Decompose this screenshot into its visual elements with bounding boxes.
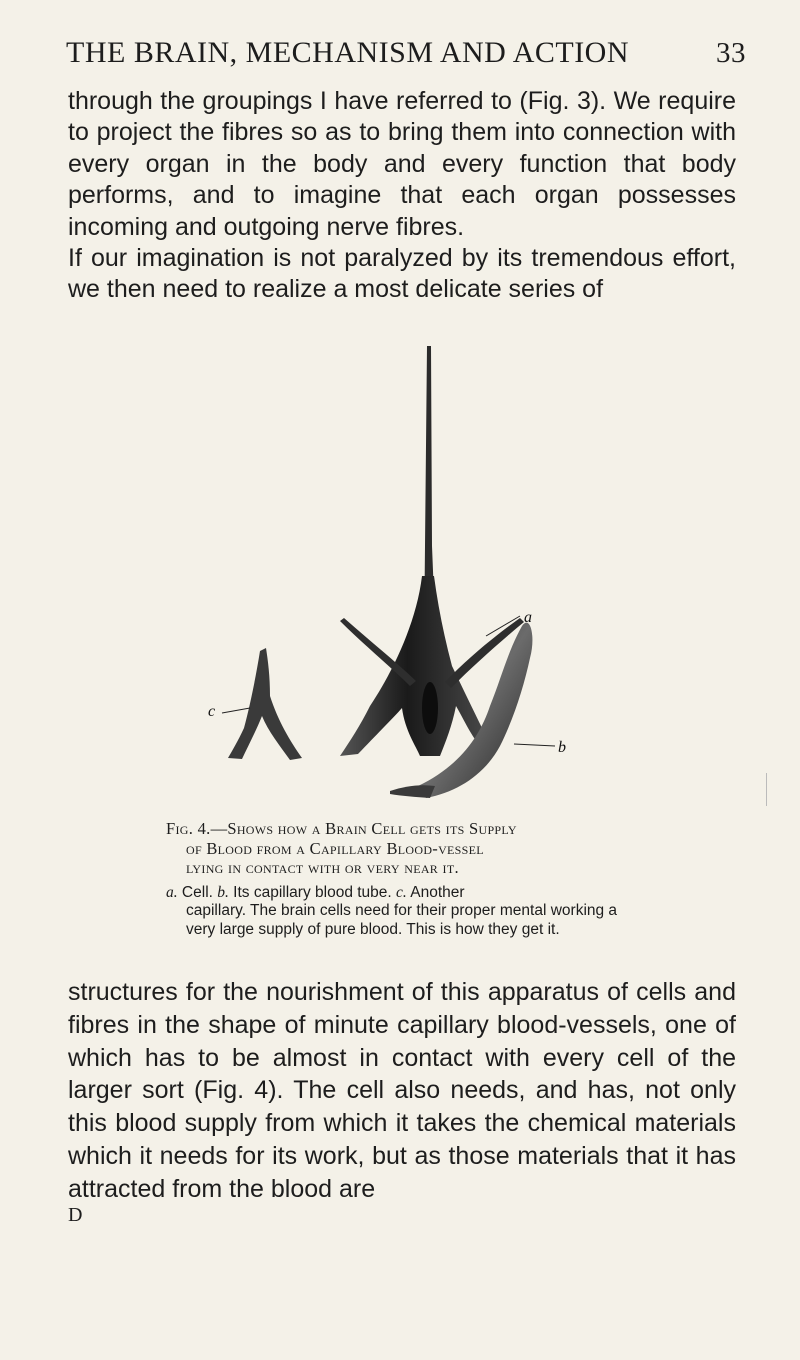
legend-b-text: Its capillary blood tube. (228, 883, 397, 901)
caption-title-line-3: lying in contact with or very near it. (186, 858, 459, 877)
label-b: b (558, 739, 566, 756)
capillary-c (228, 648, 302, 760)
running-head-title: THE BRAIN, MECHANISM AND ACTION (66, 36, 630, 69)
legend-c-text: Another (406, 883, 465, 901)
figure-caption (166, 819, 650, 939)
running-head (66, 36, 746, 70)
label-c-line (222, 708, 250, 713)
paragraph-2 (68, 243, 736, 306)
label-c: c (208, 703, 216, 720)
brain-cell-capillary-illustration (190, 346, 610, 816)
caption-title-line-2: of Blood from a Capillary Blood-vessel (186, 838, 484, 858)
paragraph-2-text: If our imagination is not paralyzed by its tremendous effort, we then need to realize a most delicate series of (68, 244, 736, 304)
cell-nucleus (422, 682, 438, 734)
legend-c-key: c. (396, 883, 407, 901)
legend-a-text: Cell. (177, 883, 218, 901)
legend-rest: capillary. The brain cells need for their proper mental working a very large supply of pure blood. This is how they get it. (186, 902, 618, 938)
caption-title (166, 819, 650, 878)
label-a: a (524, 609, 532, 626)
page-number: 33 (716, 37, 746, 69)
label-b-line (514, 744, 555, 746)
caption-title-line-1: Fig. 4.—Shows how a Brain Cell gets its Supply (166, 819, 517, 838)
legend-a-key: a. (166, 883, 178, 901)
paragraph-1: through the groupings I have referred to (Fig. 3). We require to project the fibres so as to bring them into connection with every organ in the body and every function that body performs, and to imagine that each organ possesses incoming and outgoing nerve fibres. (68, 87, 736, 241)
signature-mark: D (68, 1204, 83, 1226)
paragraph-3: structures for the nourishment of this apparatus of cells and fibres in the shape of minute capillary blood-vessels, one of which has to be almost in contact with every cell of the larger sort (Fig. 4). The cell also needs, and has, not only this blood supply from which it takes the chemical materials which it needs for its work, but as those materials that it has attracted from the blood are (68, 978, 736, 1203)
caption-legend (166, 884, 650, 940)
capillary-b-tail (390, 785, 435, 798)
figure-brain-cell-illustration (190, 346, 610, 816)
legend-b-key: b. (217, 883, 229, 901)
margin-mark (766, 773, 767, 806)
